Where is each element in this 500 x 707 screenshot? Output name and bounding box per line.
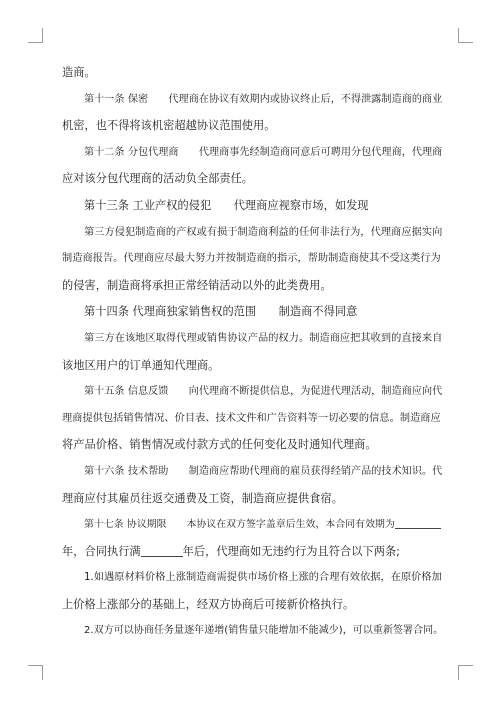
text-line: 第三方侵犯制造商的产权或有损于制造商利益的任何非法行为，代理商应据实向 [84,226,443,238]
text-line: 制造商报告。代理商应尽最大努力并按制造商的指示，帮助制造商使其不受这类行为 [62,253,441,265]
text-line: 机密，也不得将该机密超越协议范围使用。 [62,119,276,133]
text-line: 将产品价格、销售情况或付款方式的任何变化及时通知代理商。 [62,438,377,452]
text-line: 第三方在该地区取得代理或销售协议产品的权力。制造商应把其收到的直接来自 [84,332,443,344]
crop-mark-bottom-right [458,665,473,680]
crop-mark-bottom-left [28,665,43,680]
crop-mark-top-right [458,28,473,43]
article-16-heading: 第十六条 技术帮助 制造商应帮助代理商的雇员获得经销产品的技术知识。代 [84,465,443,477]
article-13-heading: 第十三条 工业产权的侵犯 代理商应视察市场，如发现 [84,198,369,212]
clause-1: 1.如遇原材料价格上涨制造商需提供市场价格上涨的合理有效依据，在原价格加 [84,572,442,584]
text-segment: 年，合同执行满 [62,544,141,558]
text-line: 应对该分包代理商的活动负全部责任。 [62,172,254,186]
text-line: 造商。 [62,66,96,79]
text-line: 理商应付其雇员往返交通费及工资，制造商应提供食宿。 [62,491,343,505]
text-line [62,539,444,566]
document-body [62,60,444,645]
text-line: 上价格上涨部分的基础上，经双方协商后可接新价格执行。 [62,597,355,611]
article-17-heading [62,512,444,539]
text-segment: 年后，代理商如无违约行为且符合以下两条; [182,544,401,558]
article-11-heading: 第十一条 保密 代理商在协议有效期内或协议终止后，不得泄露制造商的商业 [84,93,443,105]
fill-in-blank-term[interactable] [141,544,183,557]
text-line: 的侵害，制造商将承担正常经销活动以外的此类费用。 [62,278,332,292]
text-line: 理商提供包括销售情况、价目表、技术文件和广告资料等一切必要的信息。制造商应 [62,412,441,424]
crop-mark-top-left [28,28,43,43]
clause-2: 2.双方可以协商任务量逐年递增(销售量只能增加不能减少)，可以重新签署合同。 [84,625,444,637]
text-segment: 第十七条 协议期限 本协议在双方签字盖章后生效，本合同有效期为 [84,519,395,531]
article-12-heading: 第十二条 分包代理商 代理商事先经制造商同意后可聘用分包代理商，代理商 [84,146,443,158]
article-14-heading: 第十四条 代理商独家销售权的范围 制造商不得同意 [84,305,358,319]
text-line: 该地区用户的订单通知代理商。 [62,358,220,372]
fill-in-blank-years[interactable] [395,516,441,529]
article-15-heading: 第十五条 信息反馈 向代理商不断提供信息，为促进代理活动，制造商应向代 [84,386,443,398]
